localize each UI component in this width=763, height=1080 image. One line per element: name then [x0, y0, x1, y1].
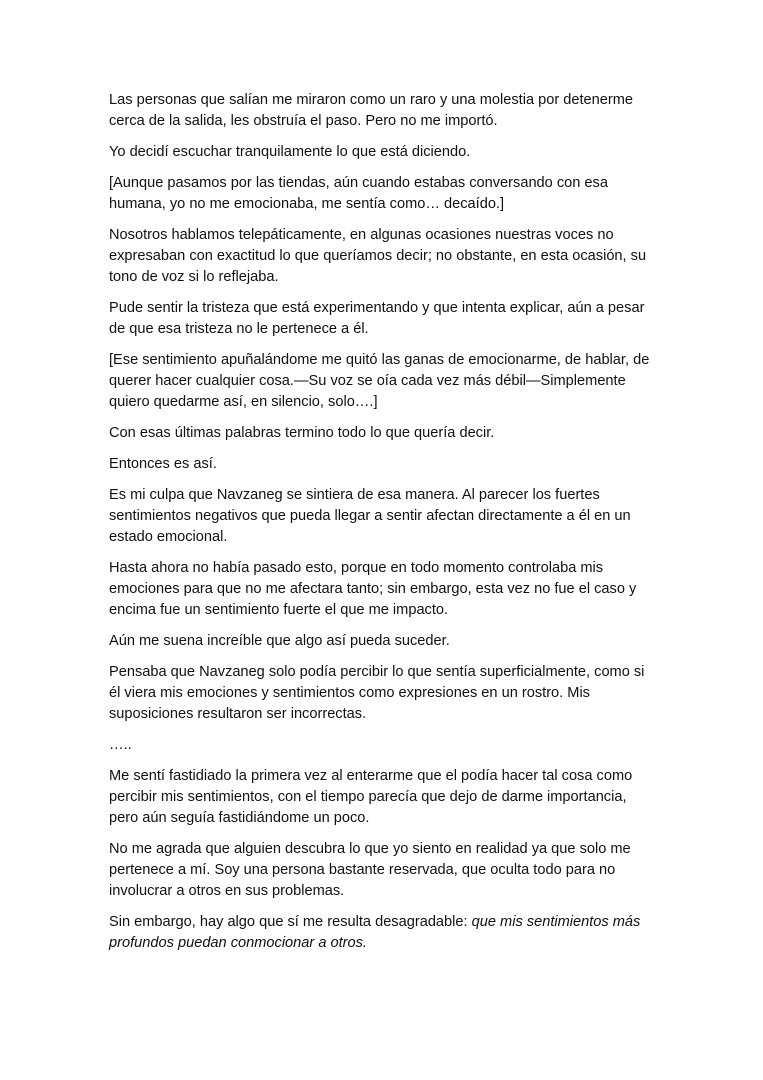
paragraph-8: Entonces es así. [109, 456, 217, 472]
paragraph-2: Yo decidí escuchar tranquilamente lo que está diciendo. [109, 144, 471, 160]
document-page [109, 90, 654, 964]
paragraph-7: Con esas últimas palabras termino todo lo que quería decir. [109, 425, 495, 441]
ellipsis-separator: ….. [109, 737, 132, 753]
paragraph-9: Es mi culpa que Navzaneg se sintiera de esa manera. Al parecer los fuertes sentimientos negativos que pueda llegar a sentir afectan directamente a él en un estado emocional. [109, 487, 631, 545]
paragraph-1: Las personas que salían me miraron como un raro y una molestia por detenerme cerca de la salida, les obstruía el paso. Pero no me importó. [109, 92, 634, 129]
paragraph-14: Me sentí fastidiado la primera vez al enterarme que el podía hacer tal cosa como percibir mis sentimientos, con el tiempo parecía que dejo de darme importancia, pero aún seguía fastidiándome un poco. [109, 768, 633, 826]
paragraph-10: Hasta ahora no había pasado esto, porque en todo momento controlaba mis emociones para que no me afectara tanto; sin embargo, esta vez no fue el caso y encima fue un sentimiento fuerte el que me impacto. [109, 560, 637, 618]
paragraph-5: Pude sentir la tristeza que está experimentando y que intenta explicar, aún a pesar de que esa tristeza no le pertenece a él. [109, 300, 645, 337]
paragraph-final-text: Sin embargo, hay algo que sí me resulta desagradable: [109, 914, 472, 930]
paragraph-final [109, 912, 654, 954]
paragraph-12: Pensaba que Navzaneg solo podía percibir lo que sentía superficialmente, como si él viera mis emociones y sentimientos como expresiones en un rostro. Mis suposiciones resultaron ser incorrectas. [109, 664, 645, 722]
paragraph-3: [Aunque pasamos por las tiendas, aún cuando estabas conversando con esa humana, yo no me emocionaba, me sentía como… decaído.] [109, 175, 608, 212]
paragraph-final-italic: que mis sentimientos más profundos puedan conmocionar a otros. [109, 914, 641, 951]
paragraph-15: No me agrada que alguien descubra lo que yo siento en realidad ya que solo me pertenece a mí. Soy una persona bastante reservada, que oculta todo para no involucrar a otros en sus problemas. [109, 841, 631, 899]
paragraph-4: Nosotros hablamos telepáticamente, en algunas ocasiones nuestras voces no expresaban con exactitud lo que queríamos decir; no obstante, en esta ocasión, su tono de voz si lo reflejaba. [109, 227, 647, 285]
paragraph-11: Aún me suena increíble que algo así pueda suceder. [109, 633, 450, 649]
paragraph-6: [Ese sentimiento apuñalándome me quitó las ganas de emocionarme, de hablar, de querer hacer cualquier cosa.—Su voz se oía cada vez más débil—Simplemente quiero quedarme así, en silencio, solo….] [109, 352, 650, 410]
